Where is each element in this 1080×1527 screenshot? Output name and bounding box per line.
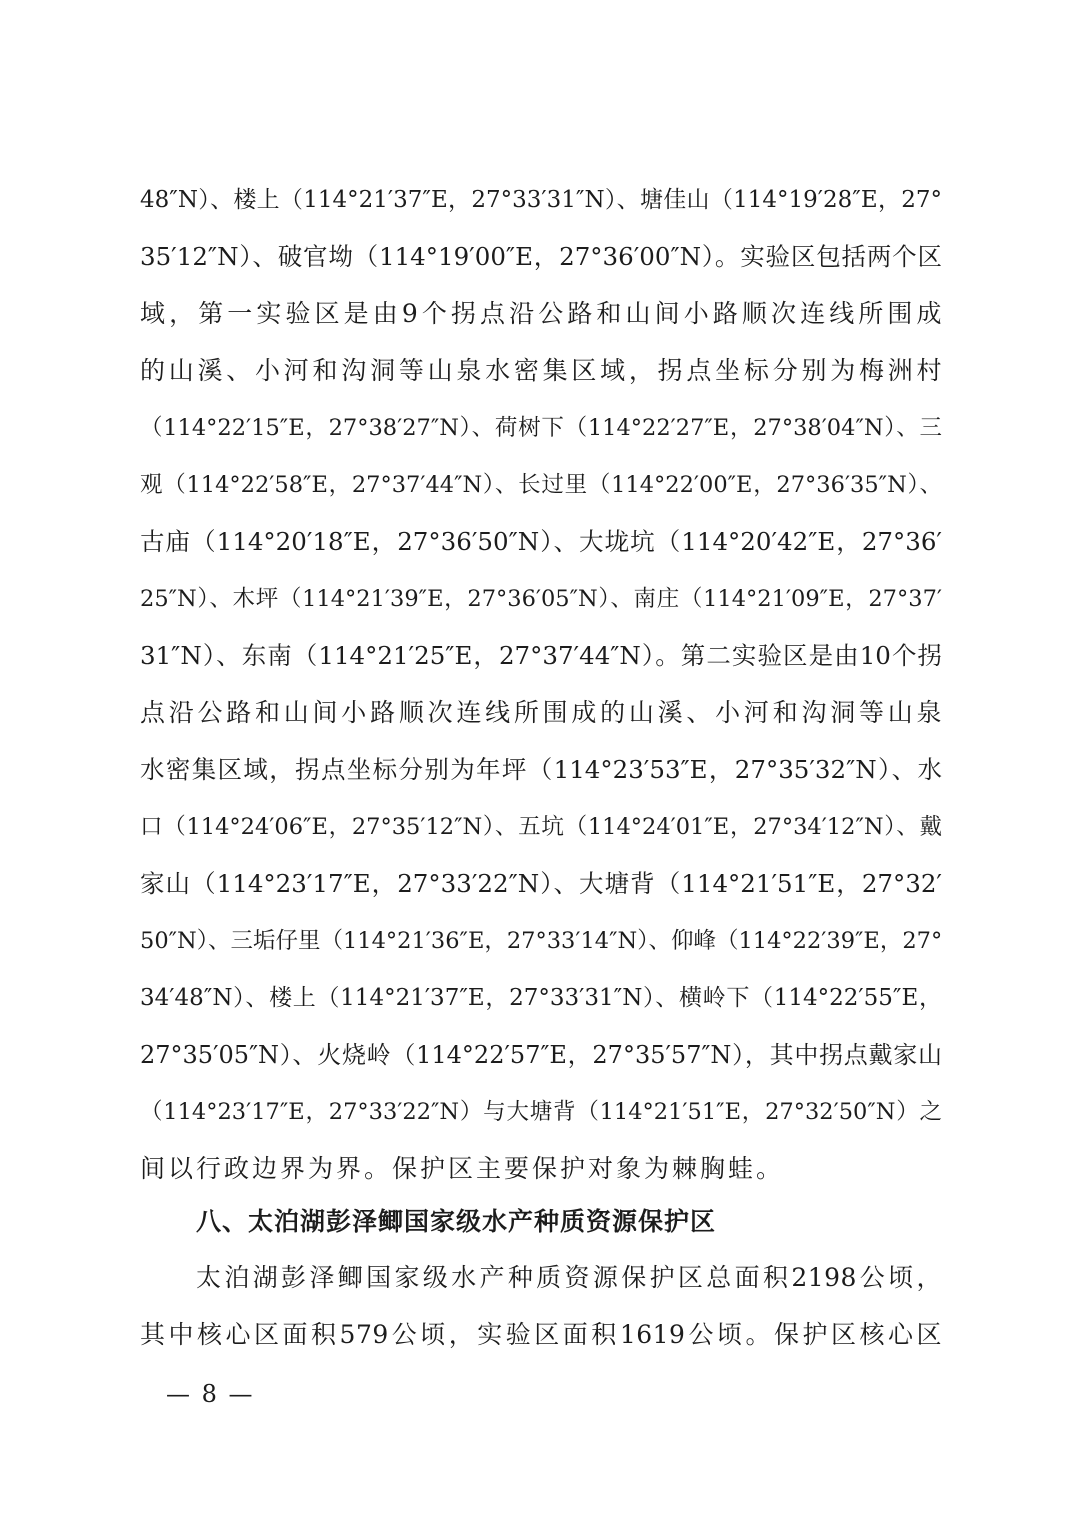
- text-line: （114°22′15″E，27°38′27″N）、荷树下（114°22′27″E，27°38′04″N）、三: [140, 415, 942, 441]
- text-line: 25″N）、木坪（114°21′39″E，27°36′05″N）、南庄（114°21′09″E，27°37′: [140, 586, 942, 612]
- text-line: 域，第一实验区是由9个拐点沿公路和山间小路顺次连线所围成: [140, 299, 942, 328]
- text-line: 水密集区域，拐点坐标分别为年坪（114°23′53″E，27°35′32″N）、水: [140, 755, 942, 784]
- text-line: 50″N）、三垢仔里（114°21′36″E，27°33′14″N）、仰峰（114°22′39″E，27°: [140, 928, 943, 954]
- text-line: 家山（114°23′17″E，27°33′22″N）、大塘背（114°21′51″E，27°32′: [140, 869, 942, 898]
- text-line: 35′12″N）、破官坳（114°19′00″E，27°36′00″N）。实验区包括两个区: [140, 242, 942, 271]
- text-line: 古庙（114°20′18″E，27°36′50″N）、大垅坑（114°20′42″E，27°36′: [140, 527, 942, 556]
- text-line: 34′48″N）、楼上（114°21′37″E，27°33′31″N）、横岭下（114°22′55″E，: [140, 985, 942, 1011]
- text-line: 点沿公路和山间小路顺次连线所围成的山溪、小河和沟洞等山泉: [140, 698, 942, 727]
- text-line: （114°23′17″E，27°33′22″N）与大塘背（114°21′51″E，27°32′50″N）之: [140, 1099, 942, 1125]
- text-line: 48″N）、楼上（114°21′37″E，27°33′31″N）、塘佳山（114°19′28″E，27°: [140, 187, 942, 213]
- text-line: 27°35′05″N）、火烧岭（114°22′57″E，27°35′57″N），其中拐点戴家山: [140, 1041, 942, 1069]
- text-line: 其中核心区面积579公顷，实验区面积1619公顷。保护区核心区: [140, 1320, 942, 1349]
- text-line: 间以行政边界为界。保护区主要保护对象为棘胸蛙。: [140, 1154, 785, 1183]
- text-line: 口（114°24′06″E，27°35′12″N）、五坑（114°24′01″E，27°34′12″N）、戴: [140, 814, 942, 840]
- text-line: 的山溪、小河和沟洞等山泉水密集区域，拐点坐标分别为梅洲村: [140, 356, 942, 385]
- page-number: — 8 —: [166, 1380, 255, 1408]
- text-line: 31″N）、东南（114°21′25″E，27°37′44″N）。第二实验区是由10个拐: [140, 641, 942, 670]
- section-heading: 八、太泊湖彭泽鲫国家级水产种质资源保护区: [196, 1207, 717, 1236]
- text-line: 太泊湖彭泽鲫国家级水产种质资源保护区总面积2198公顷，: [196, 1263, 942, 1292]
- text-line: 观（114°22′58″E，27°37′44″N）、长过里（114°22′00″E，27°36′35″N）、: [140, 472, 942, 498]
